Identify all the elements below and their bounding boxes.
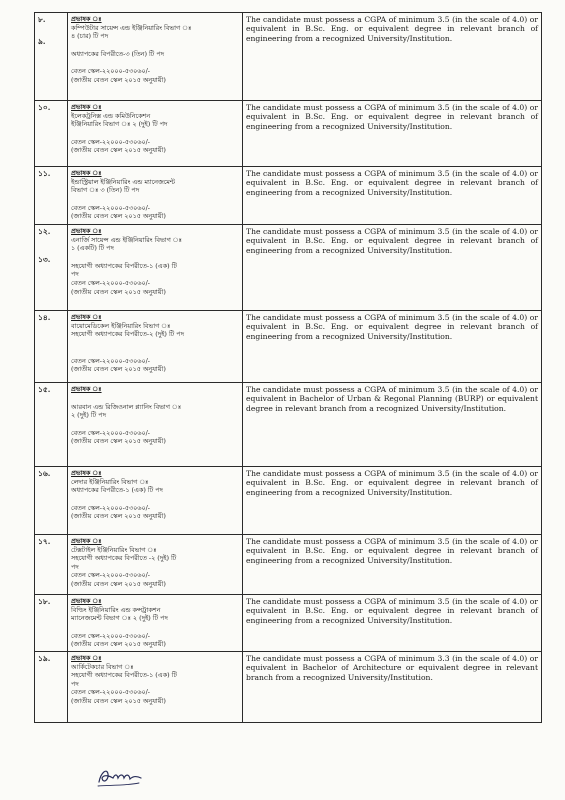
table-row bbox=[35, 13, 542, 101]
post-detail-line: বেতন স্কেল-২২০০০-৫৩০৬০/- bbox=[71, 203, 150, 212]
post-detail-line: অধ্যাপকের বিপরীতে-১ (এক) টি পদ bbox=[71, 486, 163, 495]
serial-number: ১১. bbox=[38, 169, 51, 178]
post-detail-line: ৪ (চার) টি পদ bbox=[71, 32, 109, 41]
serial-cell bbox=[35, 167, 68, 225]
spacer bbox=[71, 420, 239, 429]
post-detail-line: এনার্জি সায়েন্স এন্ড ইঞ্জিনিয়ারিং বিভাগ ঃ bbox=[71, 235, 182, 244]
spacer bbox=[71, 495, 239, 504]
requirement-text: The candidate must possess a CGPA of minimum 3.5 (in the scale of 4.0) or equivalent in B.Sc. Eng. or equivalent degree in relevant branch of engineering from a recognized University/Institution. bbox=[243, 167, 542, 225]
post-detail-line: বিল্ডিং ইঞ্জিনিয়ারিং এন্ড কন্সট্রাকশন bbox=[71, 605, 161, 614]
post-detail-line: পদ bbox=[71, 562, 79, 571]
serial-number: ৮. bbox=[38, 15, 46, 24]
post-title: প্রভাষক ঃ bbox=[71, 597, 102, 605]
post-detail-line: বিভাগ ঃ ৩ (তিন) টি পদ bbox=[71, 186, 140, 195]
post-detail-line: ইলেকট্রনিক্স এন্ড কমিউনিকেশন bbox=[71, 111, 151, 120]
post-details-cell bbox=[68, 13, 243, 101]
serial-cell bbox=[35, 652, 68, 723]
post-detail-line: বেতন স্কেল-২২০০০-৫৩০৬০/- bbox=[71, 428, 150, 437]
post-detail-line: বেতন স্কেল-২২০০০-৫৩০৬০/- bbox=[71, 631, 150, 640]
post-detail-line: সহযোগী অধ্যাপকের বিপরীতে-১ (এক) টি bbox=[71, 671, 177, 680]
serial-number: ১২. bbox=[38, 227, 51, 236]
requirement-text: The candidate must possess a CGPA of minimum 3.5 (in the scale of 4.0) or equivalent in B.Sc. Eng. or equivalent degree in relevant branch of engineering from a recognized University/Institution. bbox=[243, 535, 542, 595]
spacer bbox=[71, 253, 239, 262]
serial-cell bbox=[35, 535, 68, 595]
serial-cell bbox=[35, 311, 68, 383]
post-details-cell bbox=[68, 652, 243, 723]
serial-number: ১৭. bbox=[38, 537, 51, 546]
post-detail-line: বেতন স্কেল-২২০০০-৫৩০৬০/- bbox=[71, 503, 150, 512]
posts-table bbox=[34, 12, 542, 723]
table-row bbox=[35, 311, 542, 383]
post-title: প্রভাষক ঃ bbox=[71, 169, 102, 177]
serial-number: ১৪. bbox=[38, 313, 51, 322]
post-detail-line: ইঞ্জিনিয়ারিং বিভাগ ঃ ২ (দুই) টি পদ bbox=[71, 120, 168, 129]
serial-cell bbox=[35, 13, 68, 101]
post-detail-line: ১ (একটি) টি পদ bbox=[71, 244, 114, 253]
post-detail-line: সহযোগী অধ্যাপকের বিপরীতে-২ (দুই) টি পদ bbox=[71, 330, 184, 339]
post-detail-line: আরবান এন্ড রিজিওনাল প্ল্যানিং বিভাগ ঃ bbox=[71, 402, 182, 411]
post-details-cell bbox=[68, 595, 243, 652]
post-detail-line: টেক্সটাইল ইঞ্জিনিয়ারিং বিভাগ ঃ bbox=[71, 545, 157, 554]
serial-cell bbox=[35, 101, 68, 167]
requirement-text: The candidate must possess a CGPA of minimum 3.5 (in the scale of 4.0) or equivalent in Bachelor of Urban & Regonal Planning (BURP) or equivalent degree in relevant branch from a recognized University/Institution. bbox=[243, 383, 542, 467]
serial-cell bbox=[35, 225, 68, 311]
table-row bbox=[35, 167, 542, 225]
serial-cell bbox=[35, 467, 68, 535]
signature-mark-icon bbox=[95, 764, 145, 790]
table-row bbox=[35, 467, 542, 535]
post-detail-line: কম্পিউটার সায়েন্স এন্ড ইঞ্জিনিয়ারিং বিভাগ ঃ bbox=[71, 23, 192, 32]
spacer bbox=[71, 348, 239, 357]
table-row bbox=[35, 225, 542, 311]
post-details-cell bbox=[68, 101, 243, 167]
post-detail-line: (জাতীয় বেতন স্কেল ২০১৫ অনুযায়ী) bbox=[71, 640, 166, 649]
post-detail-line: ইন্ডাস্ট্রিয়াল ইঞ্জিনিয়ারিং এন্ড ম্যানেজমেন্ট bbox=[71, 177, 175, 186]
requirement-text: The candidate must possess a CGPA of minimum 3.5 (in the scale of 4.0) or equivalent in B.Sc. Eng. or equivalent degree in relevant branch of engineering from a recognized University/Institution. bbox=[243, 311, 542, 383]
post-title: প্রভাষক ঃ bbox=[71, 227, 102, 235]
post-details-cell bbox=[68, 225, 243, 311]
table-row bbox=[35, 383, 542, 467]
post-title: প্রভাষক ঃ bbox=[71, 654, 102, 662]
post-detail-line: (জাতীয় বেতন স্কেল ২০১৫ অনুযায়ী) bbox=[71, 696, 166, 705]
posts-table-body bbox=[35, 13, 542, 723]
serial-number: ১৬. bbox=[38, 469, 51, 478]
post-title: প্রভাষক ঃ bbox=[71, 385, 102, 393]
spacer bbox=[71, 195, 239, 204]
post-detail-line: ম্যানেজমেন্ট বিভাগ ঃ ২ (দুই) টি পদ bbox=[71, 614, 168, 623]
requirement-text: The candidate must possess a CGPA of minimum 3.3 (in the scale of 4.0) or equivalent in Bachelor of Architecture or equivalent degree in relevant branch from a recognized University/Institution. bbox=[243, 652, 542, 723]
serial-number: ১৫. bbox=[38, 385, 51, 394]
requirement-text: The candidate must possess a CGPA of minimum 3.5 (in the scale of 4.0) or equivalent in B.Sc. Eng. or equivalent degree in relevant branch of engineering from a recognized University/Institution. bbox=[243, 225, 542, 311]
requirement-text: The candidate must possess a CGPA of minimum 3.5 (in the scale of 4.0) or equivalent in B.Sc. Eng. or equivalent degree in relevant branch of engineering from a recognized University/Institution. bbox=[243, 595, 542, 652]
post-detail-line: পদ bbox=[71, 679, 79, 688]
table-row bbox=[35, 595, 542, 652]
post-detail-line: (জাতীয় বেতন স্কেল ২০১৫ অনুযায়ী) bbox=[71, 437, 166, 446]
post-details-cell bbox=[68, 383, 243, 467]
post-title: প্রভাষক ঃ bbox=[71, 537, 102, 545]
table-row bbox=[35, 652, 542, 723]
serial-number: ৯. bbox=[38, 37, 46, 46]
post-title: প্রভাষক ঃ bbox=[71, 103, 102, 111]
post-detail-line: (জাতীয় বেতন স্কেল ২০১৫ অনুযায়ী) bbox=[71, 75, 166, 84]
requirement-text: The candidate must possess a CGPA of minimum 3.5 (in the scale of 4.0) or equivalent in B.Sc. Eng. or equivalent degree in relevant branch of engineering from a recognized University/Institution. bbox=[243, 13, 542, 101]
post-detail-line: বায়োমেডিকেল ইঞ্জিনিয়ারিং বিভাগ ঃ bbox=[71, 321, 171, 330]
post-detail-line: অধ্যাপকের বিপরীতে-৩ (তিন) টি পদ bbox=[71, 49, 165, 58]
spacer bbox=[71, 623, 239, 632]
post-title: প্রভাষক ঃ bbox=[71, 469, 102, 477]
spacer bbox=[71, 129, 239, 138]
post-detail-line: বেতন স্কেল-২২০০০-৫৩০৬০/- bbox=[71, 356, 150, 365]
serial-number: ১৮. bbox=[38, 597, 51, 606]
spacer bbox=[71, 394, 239, 403]
post-detail-line: (জাতীয় বেতন স্কেল ২০১৫ অনুযায়ী) bbox=[71, 212, 166, 221]
post-detail-line: আর্কিটেকচার বিভাগ ঃ bbox=[71, 662, 134, 671]
requirement-text: The candidate must possess a CGPA of minimum 3.5 (in the scale of 4.0) or equivalent in B.Sc. Eng. or equivalent degree in relevant branch of engineering from a recognized University/Institution. bbox=[243, 101, 542, 167]
serial-cell bbox=[35, 595, 68, 652]
post-detail-line: ২ (দুই) টি পদ bbox=[71, 411, 106, 420]
post-details-cell bbox=[68, 467, 243, 535]
serial-number: ১৯. bbox=[38, 654, 51, 663]
post-detail-line: বেতন স্কেল-২২০০০-৫৩০৬০/- bbox=[71, 571, 150, 580]
post-detail-line: বেতন স্কেল-২২০০০-৫৩০৬০/- bbox=[71, 67, 150, 76]
spacer bbox=[71, 339, 239, 348]
serial-number: ১৩. bbox=[38, 255, 51, 264]
table-row bbox=[35, 535, 542, 595]
post-detail-line: (জাতীয় বেতন স্কেল ২০১৫ অনুযায়ী) bbox=[71, 287, 166, 296]
spacer bbox=[71, 41, 239, 50]
post-detail-line: (জাতীয় বেতন স্কেল ২০১৫ অনুযায়ী) bbox=[71, 146, 166, 155]
serial-cell bbox=[35, 383, 68, 467]
post-detail-line: (জাতীয় বেতন স্কেল ২০১৫ অনুযায়ী) bbox=[71, 365, 166, 374]
post-detail-line: (জাতীয় বেতন স্কেল ২০১৫ অনুযায়ী) bbox=[71, 579, 166, 588]
post-detail-line: লেদার ইঞ্জিনিয়ারিং বিভাগ ঃ bbox=[71, 477, 149, 486]
post-detail-line: বেতন স্কেল-২২০০০-৫৩০৬০/- bbox=[71, 688, 150, 697]
requirement-text: The candidate must possess a CGPA of minimum 3.5 (in the scale of 4.0) or equivalent in B.Sc. Eng. or equivalent degree in relevant branch of engineering from a recognized University/Institution. bbox=[243, 467, 542, 535]
post-detail-line: বেতন স্কেল-২২০০০-৫৩০৬০/- bbox=[71, 137, 150, 146]
post-detail-line: বেতন স্কেল-২২০০০-৫৩০৬০/- bbox=[71, 278, 150, 287]
post-detail-line: (জাতীয় বেতন স্কেল ২০১৫ অনুযায়ী) bbox=[71, 512, 166, 521]
post-detail-line: পদ bbox=[71, 270, 79, 279]
table-row bbox=[35, 101, 542, 167]
post-details-cell bbox=[68, 167, 243, 225]
post-title: প্রভাষক ঃ bbox=[71, 313, 102, 321]
serial-number: ১০. bbox=[38, 103, 51, 112]
post-detail-line: সহযোগী অধ্যাপকের বিপরীতে-১ (এক) টি bbox=[71, 261, 177, 270]
post-details-cell bbox=[68, 311, 243, 383]
post-title: প্রভাষক ঃ bbox=[71, 15, 102, 23]
post-detail-line: সহযোগী অধ্যাপকের বিপরীতে -২ (দুই) টি bbox=[71, 554, 177, 563]
spacer bbox=[71, 58, 239, 67]
post-details-cell bbox=[68, 535, 243, 595]
